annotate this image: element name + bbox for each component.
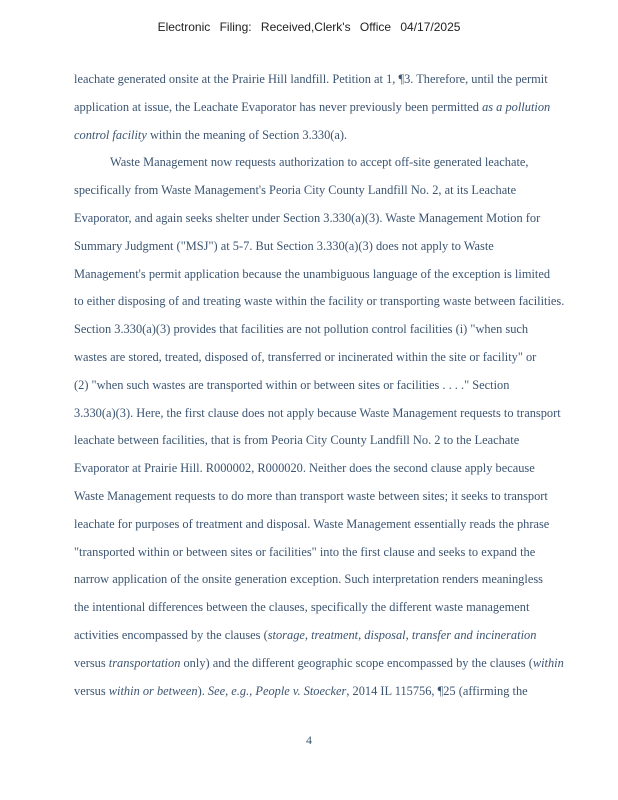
body-text: application at issue, the Leachate Evaporator has never previously been permitted bbox=[74, 99, 479, 114]
body-line: Evaporator at Prairie Hill. R000002, R000020. Neither does the second clause apply because bbox=[74, 461, 535, 476]
body-line: leachate for purposes of treatment and disposal. Waste Management essentially reads the phrase bbox=[74, 516, 550, 531]
body-line: (2) "when such wastes are transported within or between sites or facilities . . . ." Section bbox=[74, 377, 510, 392]
body-text: only) and the different geographic scope encompassed by the clauses ( bbox=[180, 655, 533, 670]
body-line bbox=[74, 122, 596, 150]
italic-text: control facility bbox=[74, 127, 147, 142]
body-line: Waste Management now requests authorization to accept off-site generated leachate, bbox=[110, 155, 529, 170]
italic-text: storage, treatment, disposal, transfer and incineration bbox=[267, 627, 537, 642]
page-number: 4 bbox=[306, 733, 312, 747]
body-line: Management's permit application because the unambiguous language of the exception is limited bbox=[74, 266, 551, 281]
body-line bbox=[74, 650, 596, 678]
body-line: specifically from Waste Management's Peoria City County Landfill No. 2, at its Leachate bbox=[74, 183, 517, 198]
body-text: versus bbox=[74, 683, 106, 698]
electronic-filing-header: Electronic Filing: Received,Clerk's Office 04/17/2025 bbox=[157, 20, 461, 34]
document-body bbox=[74, 66, 596, 705]
body-text: , 2014 IL 115756, ¶25 (affirming the bbox=[346, 683, 528, 698]
body-line: to either disposing of and treating waste within the facility or transporting waste between facilities. bbox=[74, 294, 565, 309]
body-line bbox=[74, 678, 596, 706]
body-line: leachate between facilities, that is from Peoria City County Landfill No. 2 to the Leachate bbox=[74, 433, 520, 448]
italic-text: See, e.g., People v. Stoecker bbox=[207, 683, 347, 698]
body-line bbox=[74, 622, 596, 650]
body-text: ). bbox=[197, 683, 208, 698]
body-line: narrow application of the onsite generation exception. Such interpretation renders meaningless bbox=[74, 572, 543, 587]
body-line: wastes are stored, treated, disposed of, transferred or incinerated within the site or facility" or bbox=[74, 349, 537, 364]
body-line: "transported within or between sites or facilities" into the first clause and seeks to expand the bbox=[74, 544, 536, 559]
body-line: Summary Judgment ("MSJ") at 5-7. But Section 3.330(a)(3) does not apply to Waste bbox=[74, 238, 494, 253]
italic-text: within bbox=[532, 655, 564, 670]
body-text: activities encompassed by the clauses ( bbox=[74, 627, 268, 642]
italic-text: as a pollution bbox=[482, 99, 551, 114]
italic-text: transportation bbox=[108, 655, 181, 670]
body-text: within the meaning of Section 3.330(a). bbox=[149, 127, 348, 142]
body-line: 3.330(a)(3). Here, the first clause does not apply because Waste Management requests to transport bbox=[74, 405, 561, 420]
body-line: Waste Management requests to do more than transport waste between sites; it seeks to transport bbox=[74, 488, 548, 503]
body-line: the intentional differences between the clauses, specifically the different waste management bbox=[74, 600, 530, 615]
body-line: Evaporator, and again seeks shelter under Section 3.330(a)(3). Waste Management Motion for bbox=[74, 210, 541, 225]
body-text: versus bbox=[74, 655, 106, 670]
italic-text: within or between bbox=[108, 683, 198, 698]
body-line bbox=[74, 94, 596, 122]
body-line: leachate generated onsite at the Prairie Hill landfill. Petition at 1, ¶3. Therefore, until the permit bbox=[74, 72, 548, 86]
body-line: Section 3.330(a)(3) provides that facilities are not pollution control facilities (i) "when such bbox=[74, 322, 529, 337]
